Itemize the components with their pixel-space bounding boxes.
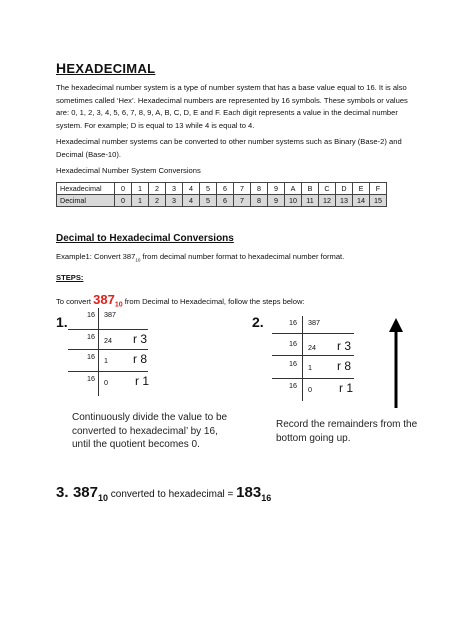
divisor: 16	[289, 359, 297, 368]
hex-cell: C	[319, 183, 336, 195]
decimal-cell: 0	[115, 195, 132, 207]
quotient: 0	[104, 378, 108, 387]
example-suffix: from decimal number format to hexadecimal number format.	[140, 252, 345, 261]
remainder: r 3	[337, 339, 352, 353]
decimal-cell: 12	[319, 195, 336, 207]
quotient: 1	[104, 356, 108, 365]
divisor: 16	[289, 339, 297, 348]
example-line	[56, 252, 344, 263]
decimal-cell: 10	[285, 195, 302, 207]
remainder: r 1	[339, 381, 354, 395]
decimal-cell: 4	[183, 195, 200, 207]
result-line	[56, 484, 271, 503]
hex-cell: 7	[234, 183, 251, 195]
intro-paragraph: The hexadecimal number system is a type of number system that has a base value equal to 16. It is also sometimes called ‘Hex’. Hexadecimal numbers are represented by 16 symbols. These symbols or values are: 0, 1, 2, 3, 4, 5, 6, 7, 8, 9, A, B, C, D, E and F. Each digit represents a value in the decimal number system. For example; D is equal to 13 while 4 is equal to 4.	[56, 83, 408, 130]
decimal-row	[57, 195, 387, 207]
hex-cell: D	[336, 183, 353, 195]
divide-instruction-note: Continuously divide the value to be converted to hexadecimal’ by 16, until the quotient becomes 0.	[72, 412, 228, 450]
instruction-suffix: from Decimal to Hexadecimal, follow the steps below:	[122, 297, 305, 306]
hex-cell: 1	[132, 183, 149, 195]
decimal-cell: 13	[336, 195, 353, 207]
decimal-cell: 1	[132, 195, 149, 207]
steps-label: STEPS:	[56, 273, 84, 282]
decimal-row-label: Decimal	[57, 195, 115, 207]
dividend: 387	[104, 310, 116, 319]
hex-cell: 6	[217, 183, 234, 195]
divisor: 16	[289, 381, 297, 390]
instruction-line	[56, 292, 305, 309]
remainder: r 3	[133, 332, 148, 346]
hex-cell: E	[353, 183, 370, 195]
hex-cell: 9	[268, 183, 285, 195]
result-label: 3.	[56, 484, 69, 501]
result-answer-sub: 16	[261, 493, 272, 504]
record-instruction-note: Record the remainders from the bottom going up.	[276, 419, 418, 444]
hex-cell: A	[285, 183, 302, 195]
remainder: r 1	[135, 374, 150, 388]
section-heading: Decimal to Hexadecimal Conversions	[56, 233, 234, 244]
hex-cell: 2	[149, 183, 166, 195]
hex-row	[57, 183, 387, 195]
divisor: 16	[289, 318, 297, 327]
decimal-cell: 9	[268, 195, 285, 207]
hex-cell: 8	[251, 183, 268, 195]
decimal-cell: 15	[370, 195, 387, 207]
divisor: 16	[87, 374, 95, 383]
decimal-cell: 11	[302, 195, 319, 207]
hex-cell: B	[302, 183, 319, 195]
instruction-prefix: To convert	[56, 297, 94, 306]
page-title: HEXADECIMAL	[56, 60, 156, 76]
hex-row-label: Hexadecimal	[57, 183, 115, 195]
conversion-table	[56, 182, 387, 207]
example-prefix: Example1: Convert 387	[56, 252, 136, 261]
step1-label: 1.	[56, 314, 68, 330]
quotient: 1	[308, 363, 312, 372]
decimal-cell: 3	[166, 195, 183, 207]
divisor: 16	[87, 310, 95, 319]
up-arrow-icon	[386, 318, 406, 410]
table-caption: Hexadecimal Number System Conversions	[56, 166, 201, 175]
step2-label: 2.	[252, 314, 264, 330]
hex-cell: 3	[166, 183, 183, 195]
instruction-sub: 10	[114, 301, 123, 309]
dividend: 387	[308, 318, 320, 327]
instruction-number: 387	[93, 292, 115, 307]
conversion-paragraph: Hexadecimal number systems can be converted to other number systems such as Binary (Base-2) and Decimal (Base-10).	[56, 137, 402, 159]
quotient: 0	[308, 385, 312, 394]
decimal-cell: 8	[251, 195, 268, 207]
decimal-cell: 5	[200, 195, 217, 207]
hex-cell: 4	[183, 183, 200, 195]
hex-cell: 0	[115, 183, 132, 195]
result-sub: 10	[98, 493, 109, 504]
divisor: 16	[87, 332, 95, 341]
example-sub: 10	[135, 257, 141, 263]
result-number: 387	[72, 484, 98, 501]
decimal-cell: 7	[234, 195, 251, 207]
decimal-cell: 2	[149, 195, 166, 207]
quotient: 24	[104, 336, 112, 345]
decimal-cell: 14	[353, 195, 370, 207]
remainder: r 8	[133, 352, 148, 366]
hex-cell: 5	[200, 183, 217, 195]
remainder: r 8	[337, 359, 352, 373]
divisor: 16	[87, 352, 95, 361]
result-answer: 183	[236, 484, 262, 501]
decimal-cell: 6	[217, 195, 234, 207]
result-middle: converted to hexadecimal =	[108, 489, 237, 500]
hex-cell: F	[370, 183, 387, 195]
quotient: 24	[308, 343, 316, 352]
